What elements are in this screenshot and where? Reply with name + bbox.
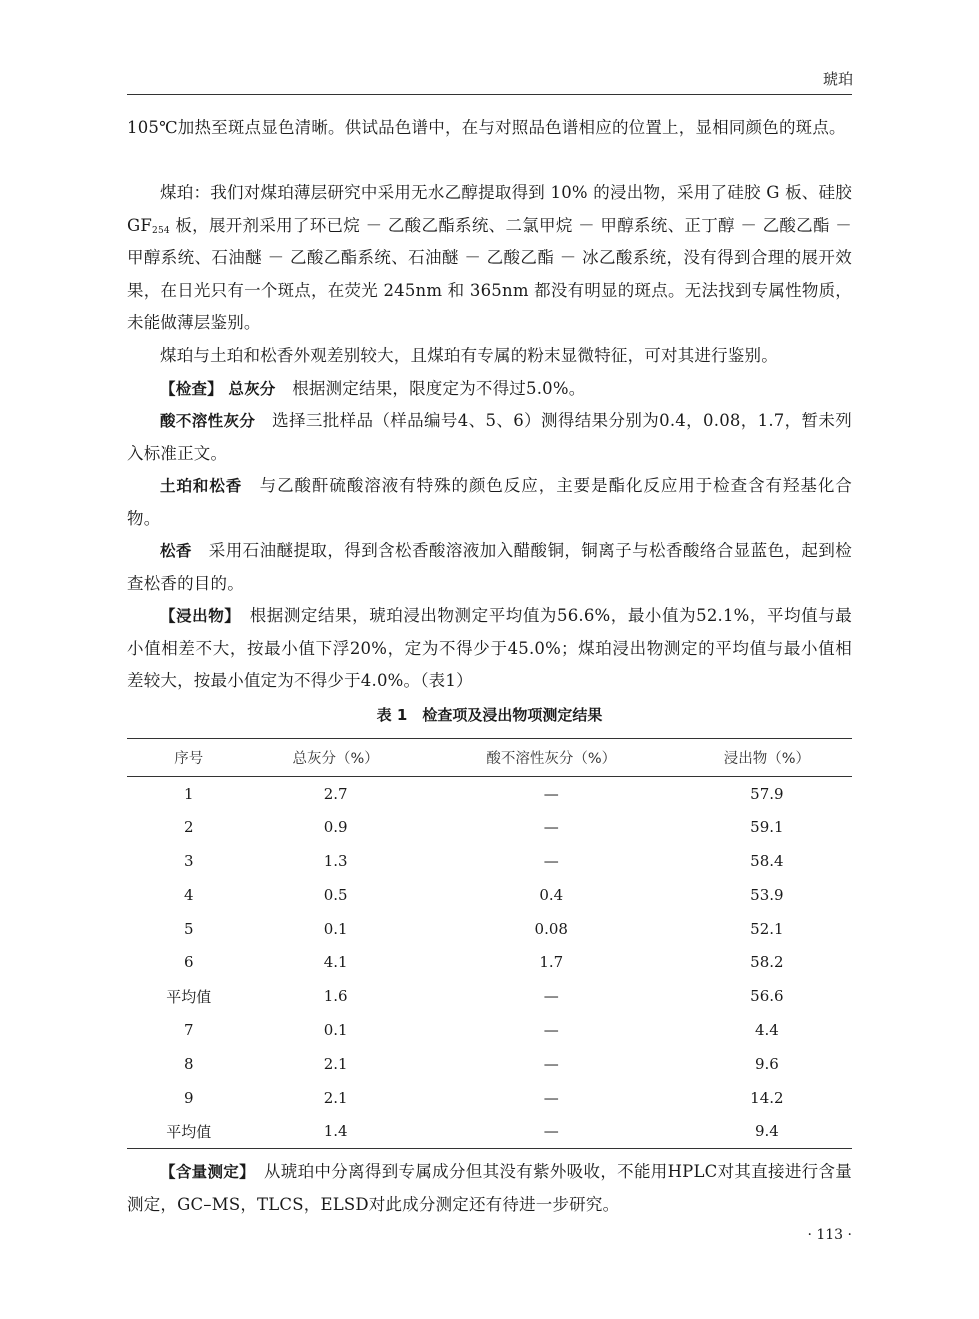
- table-cell: 4: [183, 885, 194, 904]
- table-cell: 0.08: [534, 919, 568, 938]
- table-cell: 6: [183, 953, 194, 972]
- paragraph-tlc-conditions: 105℃加热至斑点显色清晰。供试品色谱中，在与对照品色谱相应的位置上，显相同颜色的斑点。: [127, 118, 846, 137]
- table-header-row: [127, 739, 852, 777]
- table-row: [127, 810, 852, 844]
- table-cell: —: [543, 818, 559, 837]
- paragraph-text: 板，展开剂采用了环已烷 － 乙酸乙酯系统、二氯甲烷 － 甲醇系统、正丁醇 － 乙酸乙酯 － 甲醇系统、石油醚 － 乙酸乙酯系统、石油醚 － 乙酸乙酯 － 冰乙酸系统，没有得到合理的展开效果，在日光只有一个斑点，在荧光 245nm 和 365nm 都没有明显的斑点。无法找到专属性物质，未能做薄层鉴别。: [127, 215, 852, 332]
- table-row: [127, 878, 852, 912]
- table-cell: 1.3: [323, 851, 348, 870]
- paragraph-extractives: [127, 600, 852, 698]
- paragraph-acid-insoluble-ash: [127, 405, 852, 470]
- table-cell: 3: [183, 851, 194, 870]
- table-row: [127, 912, 852, 946]
- table-cell: 5: [183, 919, 194, 938]
- table-cell: 1.7: [539, 953, 564, 972]
- table-cell: 平均值: [127, 1114, 251, 1148]
- section-label-extractives: 【浸出物】: [160, 607, 233, 625]
- table-cell: 9.4: [682, 1114, 852, 1148]
- table-cell: 53.9: [750, 885, 784, 904]
- table-cell: 1.4: [251, 1114, 421, 1148]
- table-cell: —: [543, 1020, 559, 1039]
- table-cell: —: [543, 851, 559, 870]
- table-cell: 2.1: [323, 1088, 348, 1107]
- table-cell: —: [543, 784, 559, 803]
- paragraph-tupo-rosin: [127, 470, 852, 535]
- table-cell: 1.6: [323, 987, 348, 1006]
- table-cell: 58.4: [750, 851, 784, 870]
- paragraph-total-ash: [127, 373, 852, 406]
- section-label-rosin: 松香: [160, 542, 192, 560]
- table-cell: 9.6: [754, 1054, 779, 1073]
- table-cell: 2.1: [323, 1054, 348, 1073]
- paragraph-text: 从琥珀中分离得到专属成分但其没有紫外吸收，不能用HPLC对其直接进行含量测定，GC–MS，TLCS，ELSD对此成分测定还有待进一步研究。: [127, 1162, 852, 1214]
- table-row: [127, 1081, 852, 1115]
- table-cell: 4.1: [323, 953, 348, 972]
- table-row: [127, 777, 852, 811]
- table-cell: 57.9: [750, 784, 784, 803]
- table-cell: 14.2: [750, 1088, 784, 1107]
- table-cell: 4.4: [754, 1020, 779, 1039]
- table-row: [127, 1013, 852, 1047]
- table-cell: 0.4: [539, 885, 564, 904]
- paragraph-coal-amber-tlc: [127, 177, 852, 340]
- table-cell: 0.1: [323, 919, 348, 938]
- table-row: [127, 844, 852, 878]
- table-cell: —: [421, 1114, 682, 1148]
- table-cell: 58.2: [750, 953, 784, 972]
- table-cell: 2: [183, 818, 194, 837]
- results-table: [127, 738, 852, 1149]
- table-cell: —: [543, 987, 559, 1006]
- column-header-total-ash: 总灰分（%）: [251, 739, 421, 777]
- table-cell: 52.1: [750, 919, 784, 938]
- table-cell: 1: [183, 784, 194, 803]
- paragraph-text: 采用石油醚提取，得到含松香酸溶液加入醋酸铜，铜离子与松香酸络合显蓝色，起到检查松香的目的。: [127, 541, 852, 593]
- column-header-extractives: 浸出物（%）: [682, 739, 852, 777]
- paragraph-text: 与乙酸酐硫酸溶液有特殊的颜色反应，主要是酯化反应用于检查含有羟基化合物。: [127, 476, 852, 528]
- paragraph-text: 根据测定结果，限度定为不得过5.0%。: [275, 379, 586, 398]
- paragraph-text: 根据测定结果，琥珀浸出物测定平均值为56.6%，最小值为52.1%，平均值与最小值相差不大，按最小值下浮20%，定为不得少于45.0%；煤珀浸出物测定的平均值与最小值相差较大，按最小值定为不得少于4.0%。（表1）: [127, 606, 852, 690]
- table-row: [127, 945, 852, 979]
- table-cell: —: [543, 1054, 559, 1073]
- paragraph-identification-note: 煤珀与土珀和松香外观差别较大，且煤珀有专属的粉末显微特征，可对其进行鉴别。: [160, 346, 778, 365]
- table-cell: 0.9: [323, 818, 348, 837]
- table-row: [127, 1114, 852, 1148]
- section-label-content-determination: 【含量测定】: [160, 1163, 248, 1181]
- table-cell: 9: [183, 1088, 194, 1107]
- paragraph-rosin: [127, 535, 852, 600]
- subscript-254: 254: [152, 225, 170, 236]
- paragraph-text: 选择三批样品（样品编号4、5、6）测得结果分别为0.4，0.08，1.7，暂未列入标准正文。: [127, 411, 852, 463]
- section-label-tupo-rosin: 土珀和松香: [160, 477, 243, 495]
- table-cell: 59.1: [750, 818, 784, 837]
- table-cell: —: [543, 1088, 559, 1107]
- table-cell: 平均值: [166, 987, 212, 1006]
- running-header-title: 琥珀: [822, 70, 853, 88]
- table-cell: 0.1: [323, 1020, 348, 1039]
- table-cell: 8: [183, 1054, 194, 1073]
- table-caption: 表 1 检查项及浸出物项测定结果: [376, 706, 603, 724]
- section-label-acid-insoluble-ash: 酸不溶性灰分: [160, 412, 256, 430]
- table-row: [127, 1047, 852, 1081]
- table-cell: 56.6: [750, 987, 784, 1006]
- column-header-index: 序号: [127, 739, 251, 777]
- page-number: · 113 ·: [807, 1227, 852, 1243]
- paragraph-text: 煤珀：我们对煤珀薄层研究中采用无水乙醇提取得到 10% 的浸出物，采用了硅胶 G 板、硅胶 GF: [127, 183, 852, 235]
- column-header-acid-insoluble-ash: 酸不溶性灰分（%）: [421, 739, 682, 777]
- paragraph-content-determination: [127, 1156, 852, 1221]
- table-cell: 7: [183, 1020, 194, 1039]
- header-rule: [127, 94, 852, 95]
- table-cell: 0.5: [323, 885, 348, 904]
- table-cell: 2.7: [323, 784, 348, 803]
- section-label-inspection: 【检查】 总灰分: [160, 380, 276, 398]
- table-row: [127, 979, 852, 1013]
